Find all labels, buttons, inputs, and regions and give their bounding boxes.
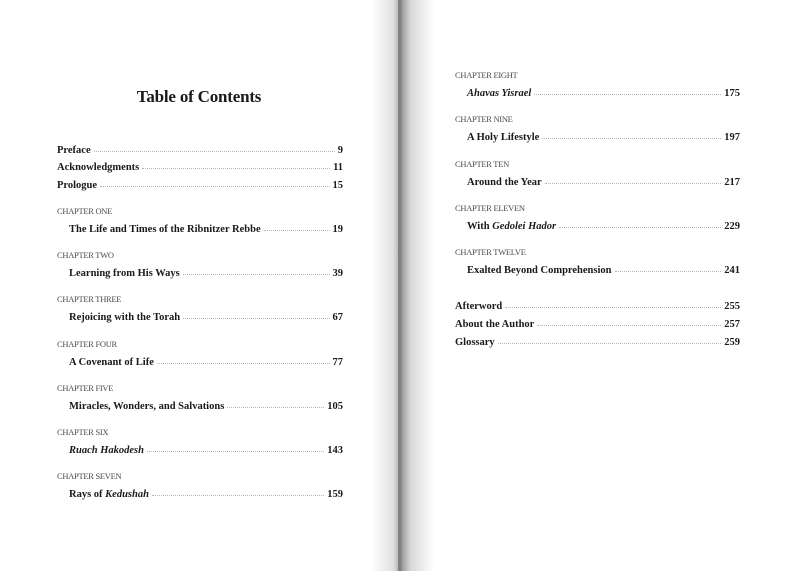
front-matter-entry[interactable]	[57, 177, 343, 193]
entry-title	[467, 176, 542, 190]
page-number: 217	[724, 176, 740, 188]
dot-leader	[142, 158, 330, 169]
entry-title-part: Ruach Hakodesh	[69, 445, 144, 456]
page-number: 19	[332, 224, 343, 235]
page-number: 159	[327, 489, 343, 501]
page-number: 241	[724, 265, 740, 277]
entry-title	[69, 488, 149, 502]
chapter-entry[interactable]	[467, 262, 740, 278]
chapter-heading: CHAPTER FIVE	[57, 382, 114, 393]
chapter-entry[interactable]	[69, 398, 343, 414]
page-number: 255	[724, 301, 740, 312]
entry-title-part: A Covenant of Life	[69, 356, 154, 368]
chapter-heading: CHAPTER TWELVE	[455, 247, 526, 258]
entry-title	[467, 220, 556, 234]
dot-leader	[534, 84, 721, 95]
entry-title-part: Around the Year	[467, 176, 542, 188]
chapter-heading: CHAPTER SEVEN	[57, 471, 122, 482]
entry-title-part: Miracles, Wonders, and Salvations	[69, 400, 225, 412]
entry-title: Prologue	[57, 180, 98, 191]
entry-title: Glossary	[455, 337, 495, 348]
dot-leader	[498, 333, 722, 344]
back-matter-entry[interactable]	[455, 298, 740, 314]
entry-title	[467, 264, 612, 278]
page-number: 175	[724, 88, 740, 99]
entry-title	[69, 267, 180, 281]
entry-title: Acknowledgments	[57, 162, 140, 173]
chapter-heading: CHAPTER FOUR	[57, 338, 117, 349]
chapter-entry[interactable]	[467, 85, 740, 101]
entry-title-part: Kedushah	[105, 489, 149, 501]
back-matter-entry[interactable]	[455, 316, 740, 332]
front-matter-entry[interactable]	[57, 142, 343, 158]
entry-title	[69, 400, 224, 414]
entry-title-part: Ahavas Yisrael	[467, 88, 532, 99]
page-number: 105	[327, 400, 343, 412]
entry-title: Preface	[57, 145, 91, 156]
toc-title: Table of Contents	[136, 87, 262, 106]
entry-title	[467, 131, 539, 145]
chapter-entry[interactable]	[69, 309, 343, 325]
gutter-shadow-right	[398, 0, 434, 571]
chapter-heading: CHAPTER EIGHT	[455, 70, 518, 80]
chapter-entry[interactable]	[69, 265, 343, 281]
entry-title-part: With	[467, 220, 493, 232]
dot-leader	[100, 176, 329, 187]
page-number: 229	[724, 220, 740, 232]
dot-leader	[559, 217, 721, 228]
chapter-heading: CHAPTER THREE	[57, 294, 122, 305]
page-number: 257	[724, 319, 740, 330]
dot-leader	[542, 128, 721, 139]
page-number: 197	[724, 132, 740, 144]
entry-title-part: Learning from His Ways	[69, 268, 180, 280]
entry-title-part: Rays of	[69, 489, 106, 501]
entry-title	[69, 356, 154, 370]
chapter-heading: CHAPTER NINE	[455, 114, 513, 125]
dot-leader	[157, 353, 330, 364]
dot-leader	[264, 220, 330, 231]
dot-leader	[537, 315, 721, 326]
dot-leader	[183, 264, 330, 275]
entry-title	[69, 444, 144, 458]
entry-title-part: Rejoicing with the Torah	[69, 312, 181, 324]
dot-leader	[152, 485, 324, 496]
back-matter-entry[interactable]	[455, 334, 740, 350]
chapter-entry[interactable]	[467, 129, 740, 145]
entry-title	[69, 223, 261, 237]
entry-title: Afterword	[455, 301, 503, 312]
entry-title-part: A Holy Lifestyle	[467, 132, 540, 144]
chapter-entry[interactable]	[467, 218, 740, 234]
chapter-heading: CHAPTER ONE	[57, 206, 113, 216]
entry-title-part: The Life and Times of the Ribnitzer Rebbe	[69, 224, 261, 235]
chapter-heading: CHAPTER SIX	[57, 427, 109, 437]
chapter-entry[interactable]	[467, 174, 740, 190]
dot-leader	[545, 173, 722, 184]
page-number: 9	[337, 145, 343, 156]
chapter-entry[interactable]	[69, 354, 343, 370]
entry-title	[69, 311, 180, 325]
dot-leader	[615, 261, 722, 272]
dot-leader	[505, 297, 721, 308]
entry-title-part: Exalted Beyond Comprehension	[467, 265, 612, 277]
dot-leader	[183, 308, 329, 319]
chapter-entry[interactable]	[69, 486, 343, 502]
page-number: 67	[332, 312, 343, 324]
chapter-entry[interactable]	[69, 221, 343, 237]
page-number: 39	[332, 268, 343, 280]
entry-title-part: Gedolei Hador	[492, 220, 557, 232]
page-number: 77	[332, 356, 343, 368]
chapter-heading: CHAPTER ELEVEN	[455, 202, 525, 213]
dot-leader	[227, 397, 324, 408]
entry-title	[467, 87, 531, 101]
chapter-entry[interactable]	[69, 442, 343, 458]
page-number: 11	[333, 162, 343, 173]
dot-leader	[147, 441, 324, 452]
dot-leader	[94, 141, 335, 152]
page-number: 259	[724, 337, 740, 348]
front-matter-entry[interactable]	[57, 159, 343, 175]
chapter-heading: CHAPTER TEN	[455, 158, 509, 169]
page-number: 15	[332, 180, 343, 191]
chapter-heading: CHAPTER TWO	[57, 250, 114, 261]
entry-title: About the Author	[455, 319, 535, 330]
page-number: 143	[327, 445, 343, 456]
